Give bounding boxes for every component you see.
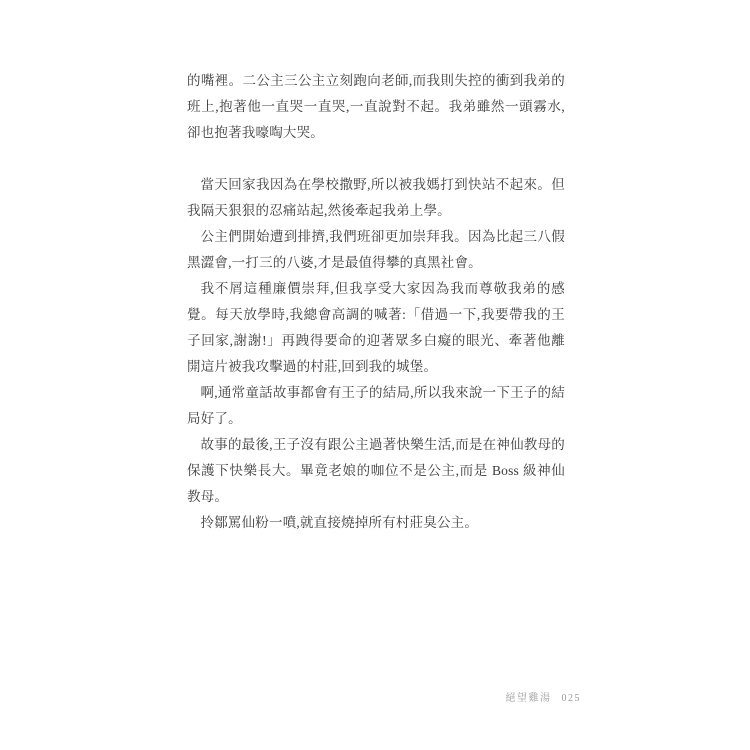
paragraph: 當天回家我因為在學校撒野,所以被我媽打到快站不起來。但我隔天狠狠的忍痛站起,然後牽起我弟上學。 — [187, 177, 565, 218]
page-footer — [506, 692, 582, 706]
paragraph: 故事的最後,王子沒有跟公主過著快樂生活,而是在神仙教母的保護下快樂長大。畢竟老娘的咖位不是公主,而是 Boss 級神仙教母。 — [187, 437, 565, 504]
book-title: 絕望雞湯 — [505, 693, 552, 704]
body-text — [187, 68, 565, 536]
paragraph: 我不屑這種廉價崇拜,但我享受大家因為我而尊敬我弟的感覺。每天放學時,我總會高調的喊著:「借過一下,我要帶我的王子回家,謝謝!」再跩得要命的迎著眾多白癡的眼光、牽著他離開這片被我攻擊過的村莊,回到我的城堡。 — [187, 281, 565, 374]
paragraph: 啊,通常童話故事都會有王子的結局,所以我來說一下王子的結局好了。 — [187, 385, 565, 426]
paragraph: 的嘴裡。二公主三公主立刻跑向老師,而我則失控的衝到我弟的班上,抱著他一直哭一直哭,一直說對不起。我弟雖然一頭霧水,卻也抱著我嚎啕大哭。 — [187, 73, 565, 140]
paragraph: 公主們開始遭到排擠,我們班卻更加崇拜我。因為比起三八假黑澀會,一打三的八婆,才是最值得攀的真黑社會。 — [187, 229, 565, 270]
page-number: 025 — [561, 693, 581, 704]
paragraph: 拎鄒罵仙粉一噴,就直接燒掉所有村莊臭公主。 — [200, 515, 479, 530]
